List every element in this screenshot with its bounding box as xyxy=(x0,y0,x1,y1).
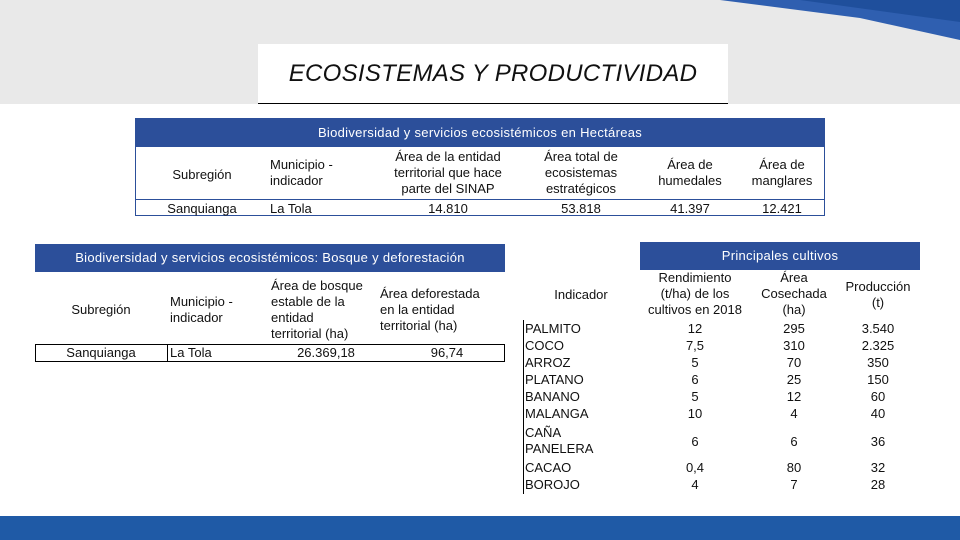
header-area-sinap: Área de la entidad territorial que hace parte del SINAP xyxy=(394,149,502,196)
header-humedales: Área de humedales xyxy=(658,157,722,188)
header-indicador: Indicador xyxy=(554,287,608,302)
header-subregion: Subregión xyxy=(71,302,131,317)
crop-name: BOROJO xyxy=(525,477,580,492)
cell-bosque: 26.369,18 xyxy=(297,345,355,360)
table-biodiversidad-hectareas xyxy=(135,118,825,216)
crop-rendimiento: 5 xyxy=(691,355,699,370)
crop-name: PLATANO xyxy=(525,372,584,387)
crop-area: 80 xyxy=(786,460,802,475)
crop-area: 6 xyxy=(790,434,798,449)
table-cultivos-title: Principales cultivos xyxy=(640,242,920,270)
crop-rendimiento: 5 xyxy=(691,389,699,404)
crop-area: 25 xyxy=(786,372,802,387)
row-divider xyxy=(136,199,824,200)
crop-rendimiento: 0,4 xyxy=(685,460,705,475)
crop-rendimiento: 6 xyxy=(691,434,699,449)
header-municipio: Municipio - indicador xyxy=(270,157,333,188)
crop-produccion: 3.540 xyxy=(861,321,895,336)
table-bosque-title: Biodiversidad y servicios ecosistémicos: Bosque y deforestación xyxy=(35,244,505,272)
header-municipio: Municipio - indicador xyxy=(170,294,233,325)
crop-produccion: 60 xyxy=(870,389,886,404)
crop-produccion: 2.325 xyxy=(861,338,895,353)
crop-name: CAÑA PANELERA xyxy=(525,425,594,456)
bottom-band xyxy=(0,516,960,540)
crop-rendimiento: 12 xyxy=(687,321,703,336)
header-subregion: Subregión xyxy=(172,167,232,182)
crop-name: PALMITO xyxy=(525,321,581,336)
crop-area: 295 xyxy=(783,321,805,336)
crop-rendimiento: 4 xyxy=(691,477,699,492)
title-box xyxy=(258,44,728,104)
header-produccion: Producción (t) xyxy=(845,279,911,310)
crop-rendimiento: 6 xyxy=(691,372,699,387)
crop-produccion: 40 xyxy=(870,406,886,421)
header-deforestada: Área deforestada en la entidad territorial (ha) xyxy=(380,286,480,333)
header-rendimiento: Rendimiento (t/ha) de los cultivos en 2018 xyxy=(648,270,742,317)
header-bosque: Área de bosque estable de la entidad territorial (ha) xyxy=(271,278,363,341)
cell-area-sinap: 14.810 xyxy=(428,201,468,216)
crop-name: CACAO xyxy=(525,460,572,475)
cell-border xyxy=(167,344,168,361)
cell-subregion: Sanquianga xyxy=(66,345,136,360)
cell-humedales: 41.397 xyxy=(670,201,710,216)
crop-rendimiento: 7,5 xyxy=(685,338,705,353)
cell-manglares: 12.421 xyxy=(762,201,802,216)
table-title: Biodiversidad y servicios ecosistémicos en Hectáreas xyxy=(136,119,824,147)
cell-border xyxy=(35,344,36,361)
crop-area: 7 xyxy=(790,477,798,492)
crop-area: 70 xyxy=(786,355,802,370)
cell-municipio: La Tola xyxy=(270,201,312,216)
cell-area-estrategicos: 53.818 xyxy=(561,201,601,216)
crop-area: 12 xyxy=(786,389,802,404)
cell-border xyxy=(504,344,505,361)
crop-produccion: 32 xyxy=(870,460,886,475)
crop-produccion: 350 xyxy=(867,355,889,370)
crop-name: COCO xyxy=(525,338,564,353)
crop-produccion: 36 xyxy=(870,434,886,449)
cell-municipio: La Tola xyxy=(170,345,212,360)
header-area: Área Cosechada (ha) xyxy=(761,270,827,317)
header-area-estrategicos: Área total de ecosistemas estratégicos xyxy=(544,149,618,196)
crop-produccion: 150 xyxy=(867,372,889,387)
slide-title: ECOSISTEMAS Y PRODUCTIVIDAD xyxy=(288,60,698,87)
crop-name: BANANO xyxy=(525,389,580,404)
crop-produccion: 28 xyxy=(870,477,886,492)
table-bottom-line xyxy=(35,361,505,362)
crop-area: 4 xyxy=(790,406,798,421)
crop-area: 310 xyxy=(783,338,805,353)
cell-deforestada: 96,74 xyxy=(430,345,464,360)
crop-name: MALANGA xyxy=(525,406,589,421)
table-left-border xyxy=(523,320,524,494)
crop-rendimiento: 10 xyxy=(687,406,703,421)
header-manglares: Área de manglares xyxy=(751,157,813,188)
crop-name: ARROZ xyxy=(525,355,571,370)
cell-subregion: Sanquianga xyxy=(167,201,237,216)
